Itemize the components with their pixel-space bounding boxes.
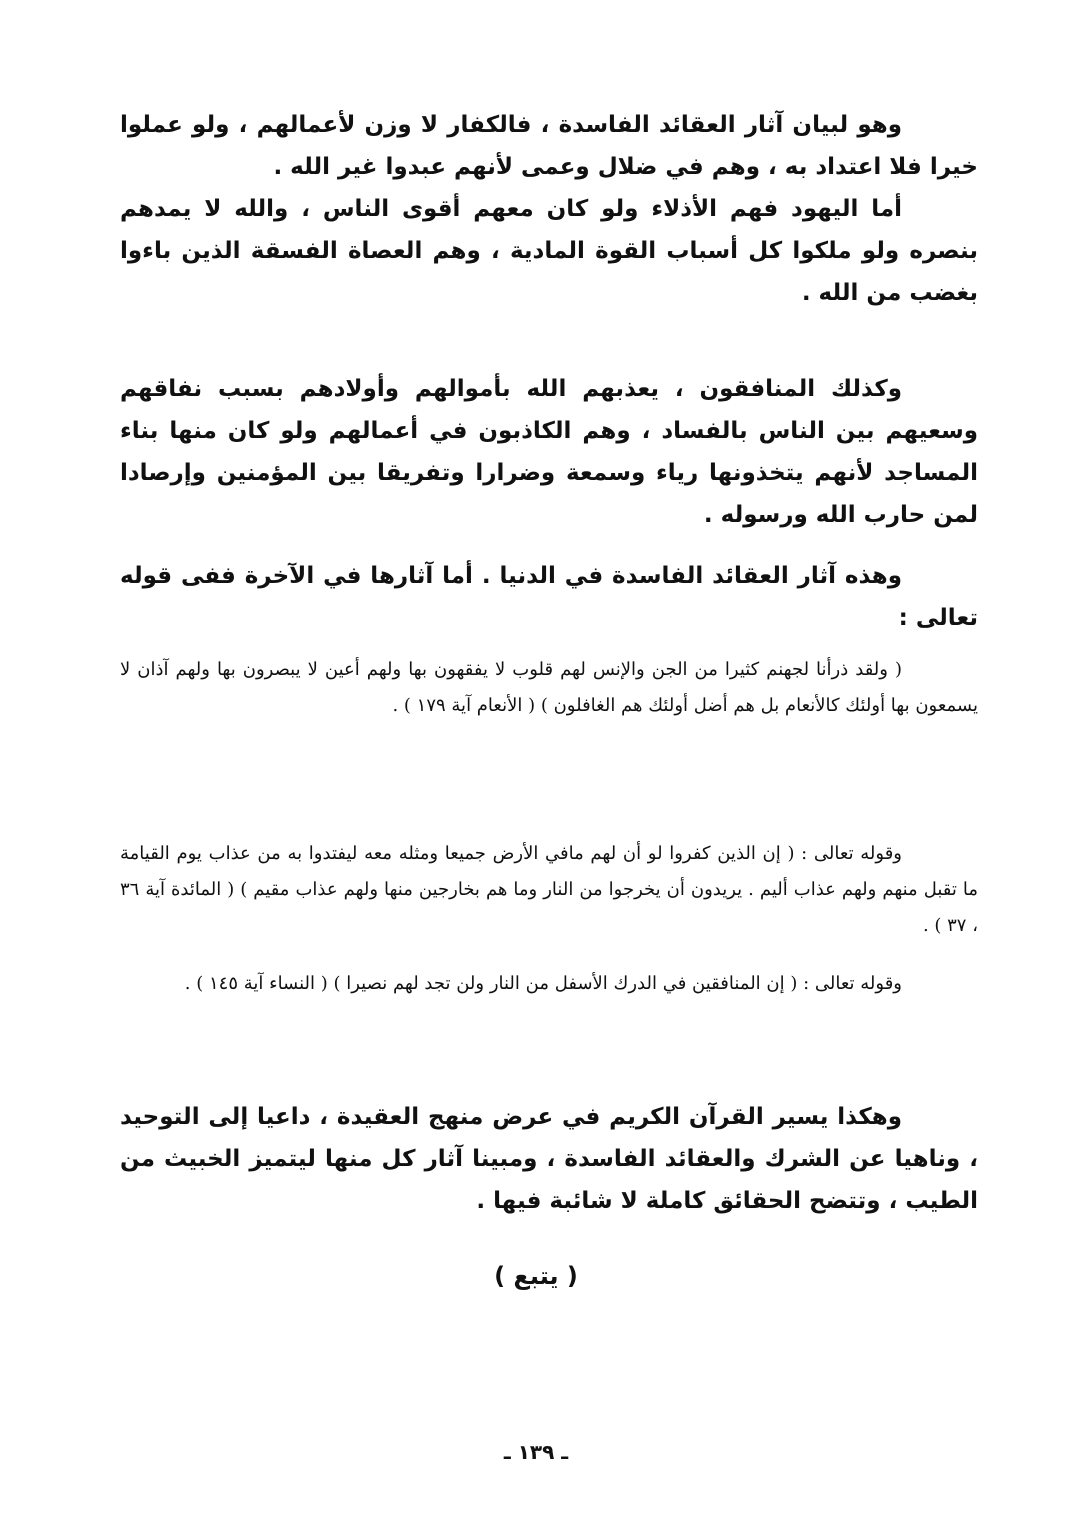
quote-al-maidah-36-37: وقوله تعالى : ( إن الذين كفروا لو أن لهم مافي الأرض جميعا ومثله معه ليفتدوا به من عذاب يوم القيامة ما تقبل منهم ولهم عذاب أليم . يريدون أن يخرجوا من النار وما هم بخارجين منها ولهم عذاب مقيم ) ( المائدة آية ٣٦ ، ٣٧ ) .: [120, 843, 978, 936]
quote-an-nisa-145: وقوله تعالى : ( إن المنافقين في الدرك الأسفل من النار ولن تجد لهم نصيرا ) ( النساء آية ١٤٥ ) .: [184, 973, 902, 994]
quote-al-anam-179: ( ولقد ذرأنا لجهنم كثيرا من الجن والإنس لهم قلوب لا يفقهون بها ولهم أعين لا يبصرون بها ولهم آذان لا يسمعون بها أولئك كالأنعام بل هم أضل أولئك هم الغافلون ) ( الأنعام آية ١٧٩ ) .: [120, 659, 978, 716]
paragraph-jews: أما اليهود فهم الأذلاء ولو كان معهم أقوى الناس ، والله لا يمدهم بنصره ولو ملكوا كل أسباب القوة المادية ، وهم العصاة الفسقة الذين باءوا بغضب من الله .: [120, 196, 978, 306]
paragraph-conclusion: وهكذا يسير القرآن الكريم في عرض منهج العقيدة ، داعيا إلى التوحيد ، وناهيا عن الشرك والعقائد الفاسدة ، ومبينا آثار كل منها ليتميز الخبيث من الطيب ، وتتضح الحقائق كاملة لا شائبة فيها .: [120, 1104, 978, 1214]
to-be-continued-label: ( يتبع ): [494, 1262, 578, 1290]
paragraph-effects-hereafter: وهذه آثار العقائد الفاسدة في الدنيا . أما آثارها في الآخرة ففى قوله تعالى :: [120, 563, 978, 631]
paragraph-hypocrites: وكذلك المنافقون ، يعذبهم الله بأموالهم وأولادهم بسبب نفاقهم وسعيهم بين الناس بالفساد ، وهم الكاذبون في أعمالهم ولو كان منها بناء المساجد لأنهم يتخذونها رياء وسمعة وضرارا وتفريقا بين المؤمنين وإرصادا لمن حارب الله ورسوله .: [120, 376, 978, 528]
paragraph-disbelievers: وهو لبيان آثار العقائد الفاسدة ، فالكفار لا وزن لأعمالهم ، ولو عملوا خيرا فلا اعتداد به ، وهم في ضلال وعمى لأنهم عبدوا غير الله .: [120, 112, 978, 180]
page-number: ـ ١٣٩ ـ: [503, 1440, 569, 1464]
